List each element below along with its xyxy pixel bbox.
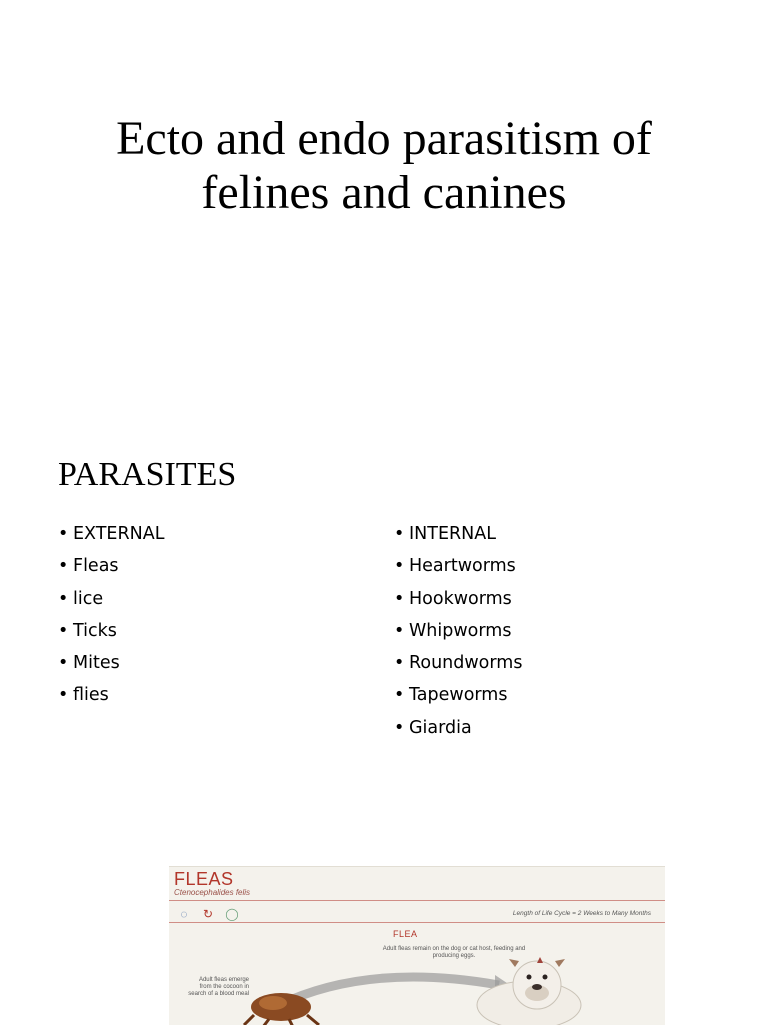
poster-illustration: [169, 867, 665, 1025]
list-item: • Fleas: [58, 552, 164, 584]
human-icon: ◯: [225, 907, 239, 921]
slide-title-line-1: Ecto and endo parasitism of: [116, 112, 652, 165]
bullet-icon: •: [58, 685, 69, 706]
list-item: • Whipworms: [394, 617, 522, 649]
list-item: • Ticks: [58, 617, 164, 649]
parasites-heading: PARASITES: [58, 456, 237, 493]
flea-lifecycle-poster: [169, 866, 665, 1025]
bullet-icon: •: [58, 524, 69, 544]
list-item: • Roundworms: [394, 649, 522, 681]
bullet-icon: •: [394, 620, 405, 641]
list-item: • INTERNAL: [394, 520, 522, 552]
bulldog-icon: [477, 957, 581, 1025]
poster-title: FLEAS: [174, 869, 234, 889]
list-item: • Giardia: [394, 714, 522, 746]
list-item: • EXTERNAL: [58, 520, 164, 552]
bullet-icon: •: [394, 717, 405, 738]
list-item: • Mites: [58, 649, 164, 681]
list-item: • Hookworms: [394, 585, 522, 617]
bullet-icon: •: [394, 653, 405, 674]
flea-stage-label: FLEA: [393, 929, 418, 939]
lifecycle-arrow-icon: [279, 977, 499, 1005]
list-item: • flies: [58, 681, 164, 713]
bullet-icon: •: [394, 556, 405, 577]
bullet-icon: •: [394, 524, 405, 544]
internal-parasites-list: [394, 520, 522, 746]
bullet-icon: •: [58, 653, 69, 674]
adult-flea-note: Adult fleas remain on the dog or cat host, feeding and producing eggs.: [382, 946, 526, 959]
slide-title-line-2: felines and canines: [201, 166, 567, 219]
list-item: • lice: [58, 585, 164, 617]
bullet-icon: •: [58, 588, 69, 609]
bullet-icon: •: [394, 685, 405, 706]
slide-title: [0, 112, 768, 220]
list-item: • Tapeworms: [394, 681, 522, 713]
emerge-note: Adult fleas emerge from the cocoon in search of a blood meal: [188, 977, 249, 997]
cat-icon: ↻: [202, 907, 214, 921]
bullet-icon: •: [58, 556, 69, 577]
lifecycle-length: Length of Life Cycle = 2 Weeks to Many Months: [512, 910, 651, 917]
poster-subtitle: Ctenocephalides felis: [174, 888, 251, 897]
external-parasites-list: [58, 520, 164, 714]
bullet-icon: •: [58, 620, 69, 641]
bullet-icon: •: [394, 588, 405, 609]
list-item: • Heartworms: [394, 552, 522, 584]
dog-icon: ◌: [180, 907, 188, 921]
